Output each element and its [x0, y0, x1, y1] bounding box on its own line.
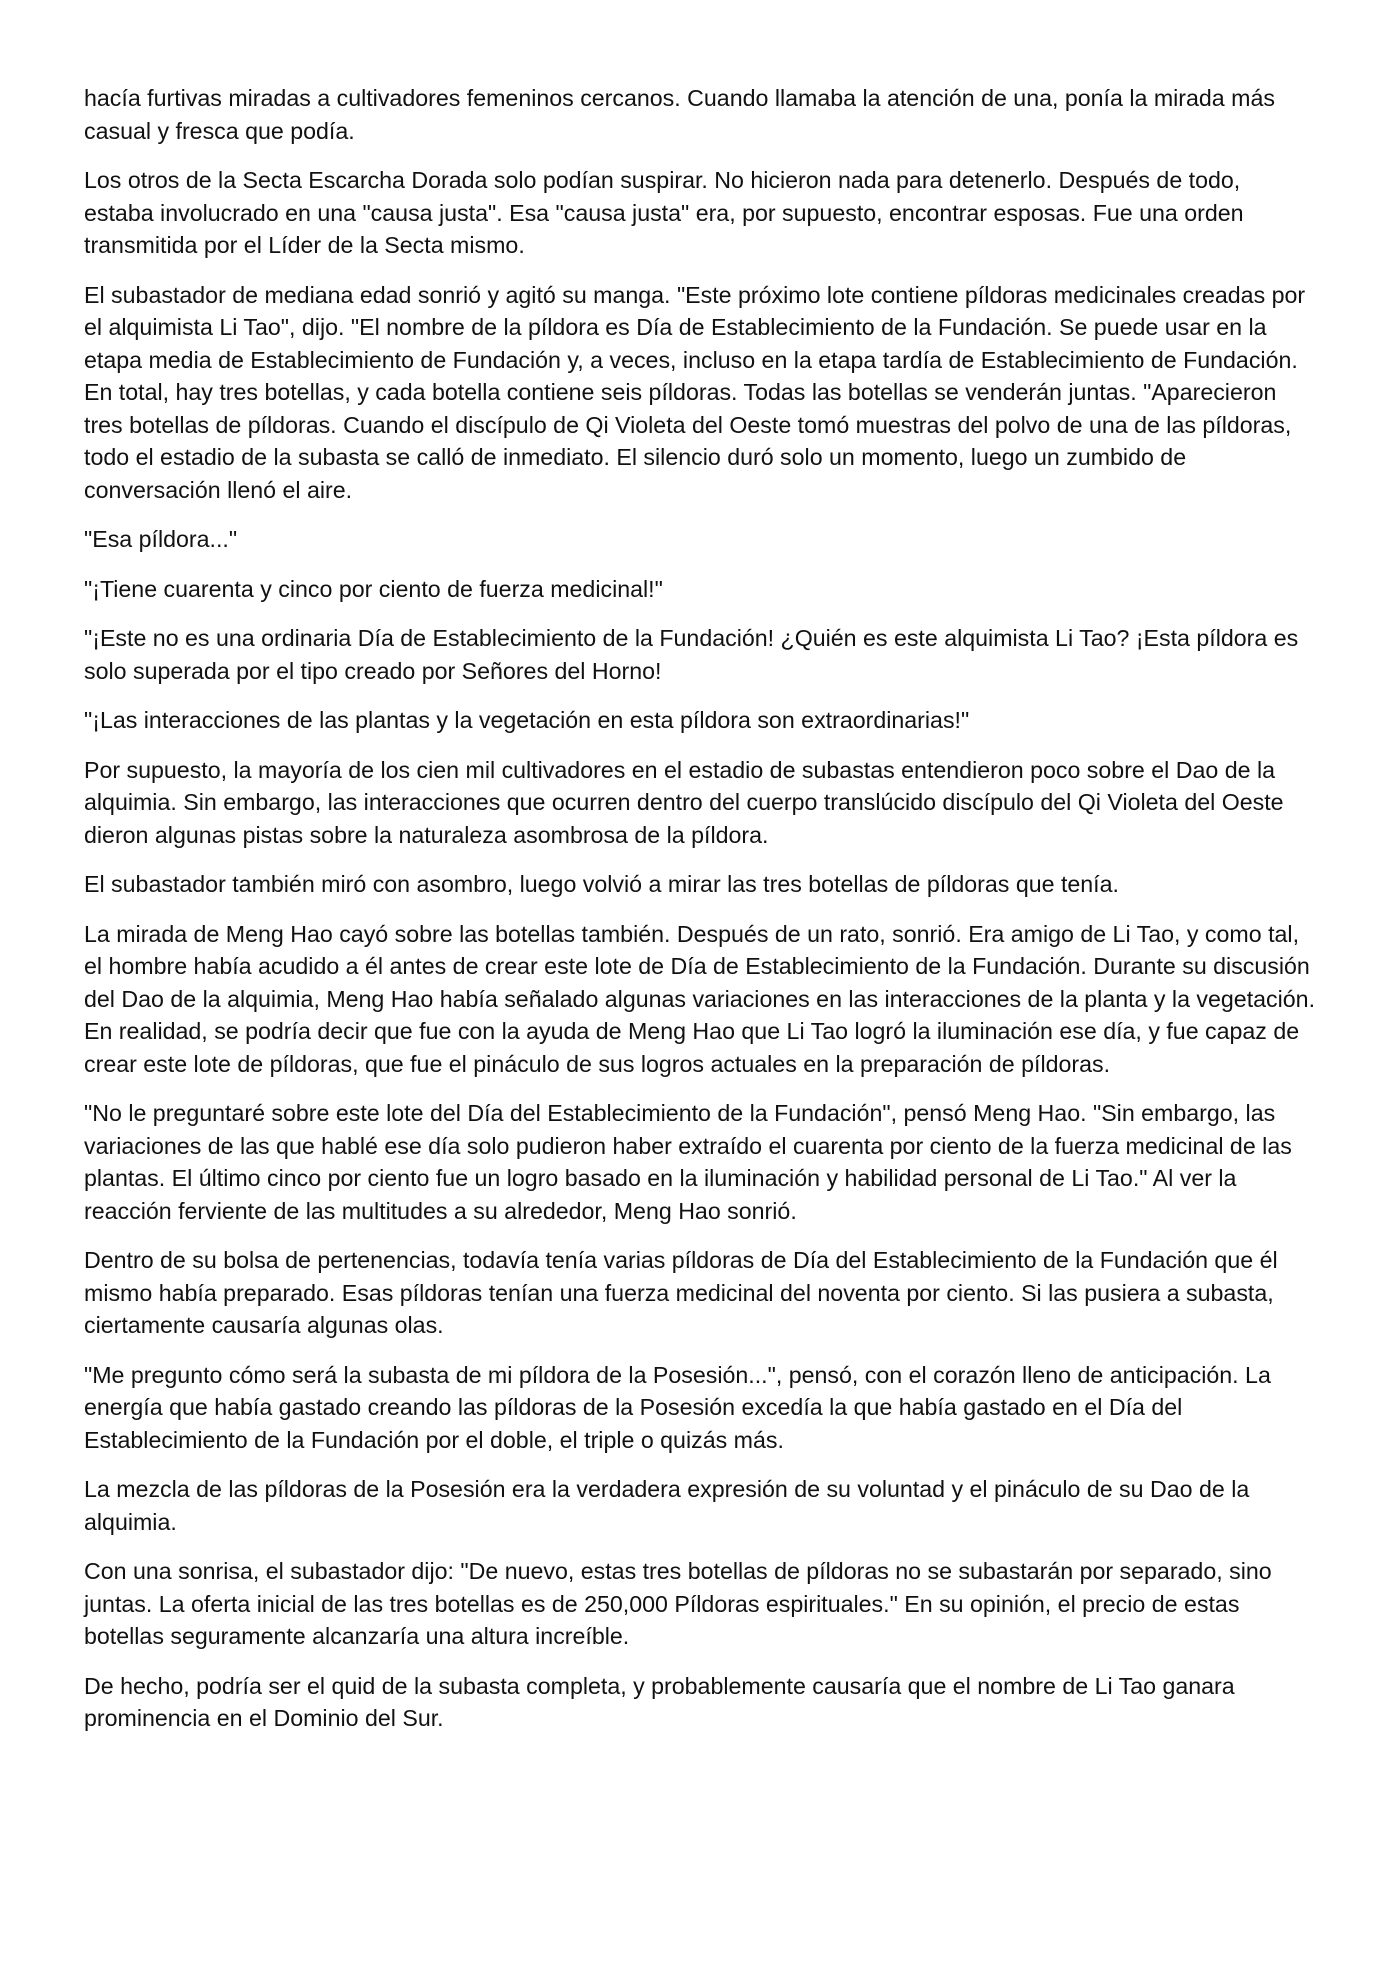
paragraph-4: "Esa píldora..." [84, 526, 238, 552]
paragraph-15: Con una sonrisa, el subastador dijo: "De nuevo, estas tres botellas de píldoras no se subastarán por separado, sino juntas. La oferta inicial de las tres botellas es de 250,000 Píldoras espirituales." En su opinión, el precio de estas botellas seguramente alcanzaría una altura increíble. [84, 1558, 1272, 1649]
paragraph-5: "¡Tiene cuarenta y cinco por ciento de fuerza medicinal!" [84, 575, 663, 602]
paragraph-2: Los otros de la Secta Escarcha Dorada solo podían suspirar. No hicieron nada para detenerlo. Después de todo, estaba involucrado en una "causa justa". Esa "causa justa" era, por supuesto, encontrar esposas. Fue una orden transmitida por el Líder de la Secta mismo. [84, 167, 1244, 258]
document-page [84, 82, 1316, 1752]
paragraph-12: Dentro de su bolsa de pertenencias, todavía tenía varias píldoras de Día del Establecimiento de la Fundación que él mismo había preparado. Esas píldoras tenían una fuerza medicinal del noventa por ciento. Si las pusiera a subasta, ciertamente causaría algunas olas. [84, 1247, 1278, 1338]
paragraph-11: "No le preguntaré sobre este lote del Día del Establecimiento de la Fundación", pensó Meng Hao. "Sin embargo, las variaciones de las que hablé ese día solo pudieron haber extraído el cuarenta por ciento de la fuerza medicinal de las plantas. El último cinco por ciento fue un logro basado en la iluminación y habilidad personal de Li Tao." Al ver la reacción ferviente de las multitudes a su alrededor, Meng Hao sonrió. [84, 1100, 1292, 1224]
paragraph-7: "¡Las interacciones de las plantas y la vegetación en esta píldora son extraordinarias!" [84, 707, 970, 733]
paragraph-13: "Me pregunto cómo será la subasta de mi píldora de la Posesión...", pensó, con el corazón lleno de anticipación. La energía que había gastado creando las píldoras de la Posesión excedía la que había gastado en el Día del Establecimiento de la Fundación por el doble, el triple o quizás más. [84, 1361, 1271, 1453]
paragraph-9: El subastador también miró con asombro, luego volvió a mirar las tres botellas de píldoras que tenía. [84, 871, 1119, 897]
paragraph-6: "¡Este no es una ordinaria Día de Establecimiento de la Fundación! ¿Quién es este alquimista Li Tao? ¡Esta píldora es solo superada por el tipo creado por Señores del Horno! [84, 625, 1299, 684]
paragraph-10: La mirada de Meng Hao cayó sobre las botellas también. Después de un rato, sonrió. Era amigo de Li Tao, y como tal, el hombre había acudido a él antes de crear este lote de Día de Establecimiento de la Fundación. Durante su discusión del Dao de la alquimia, Meng Hao había señalado algunas variaciones en las interacciones de la planta y la vegetación. En realidad, se podría decir que fue con la ayuda de Meng Hao que Li Tao logró la iluminación ese día, y fue capaz de crear este lote de píldoras, que fue el pináculo de sus logros actuales en la preparación de píldoras. [84, 920, 1316, 1077]
paragraph-8: Por supuesto, la mayoría de los cien mil cultivadores en el estadio de subastas entendieron poco sobre el Dao de la alquimia. Sin embargo, las interacciones que ocurren dentro del cuerpo translúcido discípulo del Qi Violeta del Oeste dieron algunas pistas sobre la naturaleza asombrosa de la píldora. [84, 756, 1284, 848]
paragraph-1: hacía furtivas miradas a cultivadores femeninos cercanos. Cuando llamaba la atención de una, ponía la mirada más casual y fresca que podía. [84, 85, 1275, 144]
paragraph-3: El subastador de mediana edad sonrió y agitó su manga. "Este próximo lote contiene píldoras medicinales creadas por el alquimista Li Tao", dijo. "El nombre de la píldora es Día de Establecimiento de la Fundación. Se puede usar en la etapa media de Establecimiento de Fundación y, a veces, incluso en la etapa tardía de Establecimiento de Fundación. En total, hay tres botellas, y cada botella contiene seis píldoras. Todas las botellas se venderán juntas. "Aparecieron tres botellas de píldoras. Cuando el discípulo de Qi Violeta del Oeste tomó muestras del polvo de una de las píldoras, todo el estadio de la subasta se calló de inmediato. El silencio duró solo un momento, luego un zumbido de conversación llenó el aire. [84, 281, 1306, 503]
paragraph-16: De hecho, podría ser el quid de la subasta completa, y probablemente causaría que el nombre de Li Tao ganara prominencia en el Dominio del Sur. [84, 1672, 1235, 1731]
paragraph-14: La mezcla de las píldoras de la Posesión era la verdadera expresión de su voluntad y el pináculo de su Dao de la alquimia. [84, 1476, 1250, 1535]
